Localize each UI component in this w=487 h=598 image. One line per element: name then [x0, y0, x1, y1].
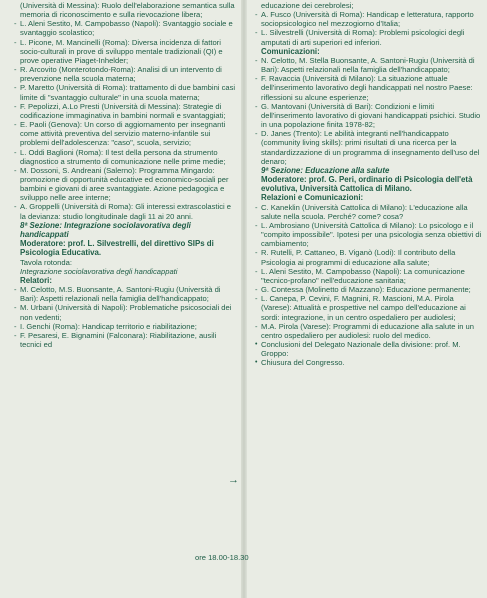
left-column	[14, 0, 238, 598]
time-label: ore 18.00-18.30	[195, 553, 249, 562]
section-heading: Comunicazioni:	[261, 46, 320, 56]
program-entry: - L. Ambrosiano (Università Cattolica di Milano): Lo psicologo e il "compito impossibile". Ipotesi per una psicologia senza obiettivi di cambiamento;	[255, 221, 483, 248]
right-column	[255, 0, 483, 598]
program-entry: Integrazione sociolavorativa degli handicappati	[20, 266, 178, 276]
program-entry: - L. Aleni Sestito, M. Campobasso (Napoli): La comunicazione "tecnico-profano" nell'educazione sanitaria;	[255, 267, 483, 285]
program-entry: (Università di Messina): Ruolo dell'elaborazione semantica sulla memoria di riconoscimento e sulla rievocazione libera;	[20, 1, 235, 20]
program-entry: Tavola rotonda:	[20, 257, 72, 267]
program-entry: - I. Genchi (Roma): Handicap territorio e riabilitazione;	[14, 322, 238, 331]
program-entry: - C. Kaneklin (Università Cattolica di Milano): L'educazione alla salute nella scuola. Perché? come? cosa?	[255, 203, 483, 221]
program-entry: - F. Pesaresi, E. Bignamini (Falconara): Riabilitazione, ausili tecnici ed	[14, 331, 238, 349]
program-entry: - L. Canepa, P. Cevini, F. Magnini, R. Mascioni, M.A. Pirola (Varese): Attualità e prospettive nel campo dell'educazione ai sordi: integrazione, in un centro ospedaliero per audiolesi;	[255, 294, 483, 321]
program-entry: - R. Rutelli, P. Cattaneo, B. Viganò (Lodi): Il contributo della Psicologia ai programmi di educazione alla salute;	[255, 248, 483, 266]
section-heading: 9ª Sezione: Educazione alla salute	[261, 165, 390, 175]
program-entry: - P. Maretto (Università di Roma): trattamento di due bambini casi limite di "svantaggio culturale" in una scuola materna;	[14, 83, 238, 101]
program-entry: - N. Celotto, M. Stella Buonsante, A. Santoni-Rugiu (Università di Bari): Aspetti relazionali nella famiglia dell'handicappato;	[255, 56, 483, 74]
section-heading: Moderatore: prof. G. Peri, ordinario di Psicologia dell'età evolutiva, Università Cattolica di Milano.	[261, 175, 473, 194]
program-entry: - G. Contessa (Molinetto di Mazzano): Educazione permanente;	[255, 285, 483, 294]
page-fold	[241, 0, 247, 598]
program-entry: - M. Urbani (Università di Napoli): Problematiche psicosociali dei non vedenti;	[14, 303, 238, 321]
section-heading: Relazioni e Comunicazioni:	[261, 193, 364, 203]
arrow-mark: →	[228, 474, 239, 486]
program-entry: - G. Mantovani (Università di Bari): Condizioni e limiti dell'inserimento lavorativo di giovani handicappati psichici. Studio in una popolazione finita 1978-82;	[255, 102, 483, 129]
program-entry: - M.A. Pirola (Varese): Programmi di educazione alla salute in un centro ospedaliero per audiolesi: ruolo del medico.	[255, 322, 483, 340]
program-entry: - E. Paoli (Genova): Un corso di aggiornamento per insegnanti come attività preventiva del servizio materno-infantile sui problemi dell'adolescenza: "caso", scuola, servizio;	[14, 120, 238, 147]
program-entry: educazione dei cerebrolesi;	[261, 1, 354, 10]
program-entry: - M. Celotto, M.S. Buonsante, A. Santoni-Rugiu (Università di Bari): Aspetti relazionali nella famiglia dell'handicappato;	[14, 285, 238, 303]
program-entry: - A. Fusco (Università di Roma): Handicap e letteratura, rapporto sociopsicologico nel mezzogiorno d'Italia;	[255, 10, 483, 28]
section-heading: Relatori:	[20, 275, 53, 285]
program-entry: - L. Silvestrelli (Università di Roma): Problemi psicologici degli amputati di arti superiori ed inferiori.	[255, 28, 483, 46]
program-entry: - F. Pepolizzi, A.Lo Presti (Università di Messina): Strategie di codificazione immaginativa in bambini normali e svantaggiati;	[14, 102, 238, 120]
program-entry: - L. Aleni Sestito, M. Campobasso (Napoli): Svantaggio sociale e svantaggio scolastico;	[14, 19, 238, 37]
section-heading: Moderatore: prof. L. Silvestrelli, del direttivo SIPs di Psicologia Educativa.	[20, 239, 214, 258]
program-entry: - A. Groppelli (Università di Roma): Gli interessi extrascolastici e la devianza: studio longitudinale dagli 11 ai 20 anni.	[14, 202, 238, 220]
program-entry: • Chiusura del Congresso.	[255, 358, 483, 367]
program-entry: - M. Dossoni, S. Andreani (Salerno): Programma Mingardo: promozione di opportunità educative ed economico-sociali per bambini e giovani di aree svantaggiate. Azione pedagogica e sviluppo nelle aree interne;	[14, 166, 238, 203]
program-entry: - D. Janes (Trento): Le abilità integranti nell'handicappato (community living skills): primi risultati di una ricerca per la standardizzazione di un programma di insegnamento dell'uso del denaro;	[255, 129, 483, 166]
program-entry: - F. Ravaccia (Università di Milano): La situazione attuale dell'inserimento lavorativo degli handicappati nel nostro Paese: riflessioni su alcune esperienze;	[255, 74, 483, 101]
program-entry: - R. Arcovito (Monterotondo-Roma): Analisi di un intervento di prevenzione nella scuola materna;	[14, 65, 238, 83]
program-entry: • Conclusioni del Delegato Nazionale della divisione: prof. M. Groppo:	[255, 340, 483, 358]
program-entry: - L. Oddi Baglioni (Roma): Il test della persona da strumento diagnostico a strumento di comunicazione nelle prime medie;	[14, 148, 238, 166]
program-entry: - L. Picone, M. Mancinelli (Roma): Diversa incidenza di fattori socio-culturali in prove di sviluppo mentale tradizionali (QI) e prove operative Piaget-Inhelder;	[14, 38, 238, 65]
section-heading: 8ª Sezione: Integrazione sociolavorativa degli handicappati	[20, 220, 191, 239]
